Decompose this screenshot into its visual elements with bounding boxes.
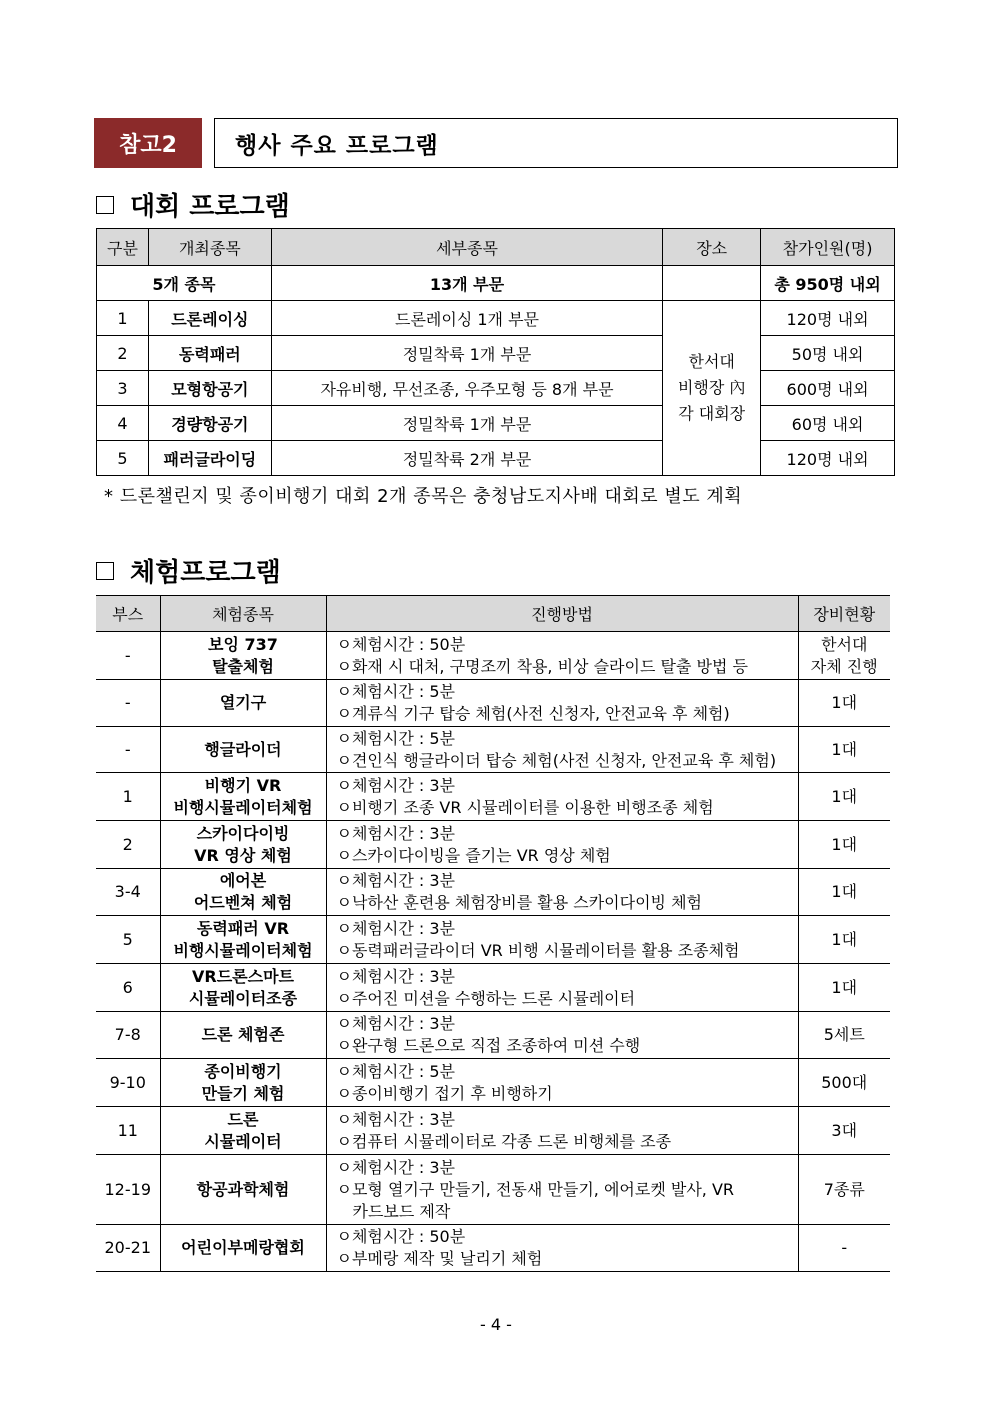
experience-name	[160, 1225, 326, 1272]
method-item	[337, 1131, 798, 1153]
bullet-icon: ㅇ	[336, 1179, 352, 1199]
method-text: 체험시간 : 50분	[351, 1227, 466, 1246]
experience-name	[160, 964, 326, 1012]
section-heading-experience	[96, 552, 281, 589]
method-item	[337, 892, 798, 914]
booth-number: 6	[96, 964, 160, 1012]
experience-name-line: VR드론스마트	[192, 966, 294, 986]
table-header-row	[97, 229, 895, 266]
bullet-icon: ㅇ	[336, 1249, 352, 1268]
table-row	[96, 727, 890, 773]
method-text: 낙하산 훈련용 체험장비를 활용 스카이다이빙 체험	[351, 893, 702, 912]
method-item	[337, 1109, 798, 1131]
booth-number: 20-21	[96, 1225, 160, 1272]
table-row	[96, 964, 890, 1012]
method-item	[337, 870, 798, 892]
method-item	[337, 1061, 798, 1083]
experience-name	[160, 869, 326, 916]
method-item	[337, 1083, 798, 1105]
booth-number: 7-8	[96, 1012, 160, 1059]
equipment-cell	[798, 869, 890, 916]
equipment-line: 한서대	[821, 634, 868, 654]
summary-detail: 13개 부문	[271, 266, 662, 301]
method-item	[337, 988, 798, 1010]
participants: 60명 내외	[761, 406, 895, 441]
venue-line: 각 대회장	[678, 404, 746, 423]
equipment-line: 500대	[821, 1072, 868, 1092]
bullet-icon: ㅇ	[336, 797, 352, 817]
table-row	[96, 1059, 890, 1107]
experience-name-line: 시뮬레이터조종	[188, 988, 298, 1008]
method-text: 체험시간 : 3분	[351, 823, 455, 843]
bullet-icon: ㅇ	[336, 775, 352, 795]
equipment-line: 3대	[831, 1120, 858, 1140]
section-heading-text: 대회 프로그램	[130, 192, 290, 222]
method-cell	[326, 632, 798, 680]
method-cell	[326, 821, 798, 869]
bullet-icon: ㅇ	[336, 1227, 352, 1246]
booth-number: 5	[96, 916, 160, 964]
participants: 600명 내외	[761, 371, 895, 406]
table-row	[96, 632, 890, 680]
method-item	[337, 823, 798, 845]
equipment-cell	[798, 773, 890, 821]
method-text: 체험시간 : 5분	[351, 1061, 455, 1081]
method-text: 체험시간 : 3분	[351, 918, 455, 938]
table-row	[96, 916, 890, 964]
column-header: 개최종목	[148, 229, 271, 266]
method-cell	[326, 869, 798, 916]
experience-name-line: 드론	[227, 1109, 259, 1129]
bullet-icon: ㅇ	[336, 893, 352, 912]
summary-total: 총 950명 내외	[761, 266, 895, 301]
column-header: 부스	[96, 596, 160, 632]
equipment-cell	[798, 632, 890, 680]
bullet-icon: ㅇ	[336, 634, 352, 654]
table-row	[97, 301, 895, 336]
method-text: 체험시간 : 50분	[351, 634, 466, 654]
summary-venue	[663, 266, 761, 301]
method-item	[337, 634, 798, 656]
participants: 120명 내외	[761, 301, 895, 336]
equipment-line: 7종류	[823, 1179, 865, 1199]
equipment-line: 1대	[831, 882, 858, 901]
method-item	[337, 845, 798, 867]
method-cell	[326, 680, 798, 727]
equipment-line: 1대	[831, 786, 858, 806]
method-item	[337, 1035, 798, 1057]
event-detail: 정밀착륙 1개 부문	[271, 336, 662, 371]
experience-name-line: 시뮬레이터	[204, 1131, 282, 1151]
checkbox-icon	[96, 196, 114, 214]
bullet-icon: ㅇ	[336, 1157, 352, 1177]
experience-name-line: 항공과학체험	[196, 1179, 290, 1199]
bullet-icon: ㅇ	[336, 1131, 352, 1151]
table-row	[96, 869, 890, 916]
table-row	[96, 821, 890, 869]
column-header: 세부종목	[271, 229, 662, 266]
event-detail: 정밀착륙 1개 부문	[271, 406, 662, 441]
experience-name	[160, 1107, 326, 1155]
equipment-cell	[798, 727, 890, 773]
method-item	[337, 681, 798, 703]
equipment-cell	[798, 1155, 890, 1225]
method-text: 주어진 미션을 수행하는 드론 시뮬레이터	[351, 988, 636, 1008]
method-cell	[326, 773, 798, 821]
method-item	[337, 966, 798, 988]
venue-line: 한서대	[688, 352, 735, 371]
method-text: 화재 시 대처, 구명조끼 착용, 비상 슬라이드 탈출 방법 등	[351, 656, 748, 676]
experience-name-line: 보잉 737	[208, 634, 278, 654]
booth-number: -	[96, 632, 160, 680]
table-row	[97, 441, 895, 476]
bullet-icon: ㅇ	[336, 871, 352, 890]
method-text: 체험시간 : 3분	[351, 775, 455, 795]
experience-name-line: 열기구	[219, 693, 267, 712]
experience-name-line: 드론 체험존	[201, 1025, 285, 1044]
experience-table	[96, 595, 890, 1272]
equipment-cell	[798, 964, 890, 1012]
method-cell	[326, 1155, 798, 1225]
method-text: 모형 열기구 만들기, 전동새 만들기, 에어로켓 발사, VR	[351, 1179, 735, 1199]
method-item	[337, 750, 798, 772]
row-number: 2	[97, 336, 149, 371]
section-heading-text: 체험프로그램	[130, 558, 281, 588]
participants: 50명 내외	[761, 336, 895, 371]
bullet-icon: ㅇ	[336, 966, 352, 986]
experience-name	[160, 821, 326, 869]
page-number: - 4 -	[480, 1315, 512, 1334]
experience-name-line: 어린이부메랑협회	[181, 1238, 305, 1257]
row-number: 3	[97, 371, 149, 406]
method-cell	[326, 916, 798, 964]
method-item	[337, 656, 798, 678]
bullet-icon: ㅇ	[336, 918, 352, 938]
row-number: 5	[97, 441, 149, 476]
booth-number: -	[96, 727, 160, 773]
booth-number: -	[96, 680, 160, 727]
bullet-icon: ㅇ	[336, 988, 352, 1008]
column-header: 체험종목	[160, 596, 326, 632]
method-cell	[326, 1225, 798, 1272]
event-name: 패러글라이딩	[148, 441, 271, 476]
method-cell	[326, 964, 798, 1012]
method-cell	[326, 1059, 798, 1107]
venue-cell	[663, 301, 761, 476]
booth-number: 1	[96, 773, 160, 821]
competition-note: * 드론챌린지 및 종이비행기 대회 2개 종목은 충청남도지사배 대회로 별도 계획	[104, 486, 743, 507]
experience-name-line: 비행시뮬레이터체험	[173, 940, 313, 960]
experience-name-line: 스카이다이빙	[196, 823, 290, 843]
bullet-icon: ㅇ	[336, 656, 352, 676]
method-text: 체험시간 : 3분	[351, 966, 455, 986]
experience-name	[160, 727, 326, 773]
event-detail: 자유비행, 무선조종, 우주모형 등 8개 부문	[271, 371, 662, 406]
equipment-line: 1대	[831, 977, 858, 997]
experience-name-line: 비행시뮬레이터체험	[173, 797, 313, 817]
experience-name-line: 비행기 VR	[204, 775, 282, 795]
booth-number: 11	[96, 1107, 160, 1155]
method-text: 컴퓨터 시뮬레이터로 각종 드론 비행체를 조종	[351, 1131, 672, 1151]
bullet-icon: ㅇ	[336, 704, 352, 723]
method-text: 체험시간 : 3분	[351, 871, 455, 890]
experience-name-line: 만들기 체험	[201, 1083, 285, 1103]
experience-name	[160, 632, 326, 680]
row-number: 4	[97, 406, 149, 441]
bullet-icon: ㅇ	[336, 823, 352, 843]
column-header: 참가인원(명)	[761, 229, 895, 266]
method-text: 스카이다이빙을 즐기는 VR 영상 체험	[351, 845, 611, 865]
experience-name	[160, 680, 326, 727]
competition-table	[96, 228, 895, 476]
experience-name-line: 탈출체험	[212, 656, 274, 676]
experience-name-line: VR 영상 체험	[194, 845, 292, 865]
method-item	[337, 775, 798, 797]
equipment-cell	[798, 821, 890, 869]
method-item	[337, 1248, 798, 1270]
experience-name	[160, 1012, 326, 1059]
experience-name-line: 에어본	[219, 871, 267, 890]
bullet-icon: ㅇ	[336, 1109, 352, 1129]
method-text: 동력패러글라이더 VR 비행 시뮬레이터를 활용 조종체험	[351, 940, 740, 960]
equipment-cell	[798, 1012, 890, 1059]
booth-number: 9-10	[96, 1059, 160, 1107]
method-item	[337, 1226, 798, 1248]
bullet-icon: ㅇ	[336, 728, 352, 748]
table-row	[96, 773, 890, 821]
column-header: 구분	[97, 229, 149, 266]
bullet-icon: ㅇ	[336, 1061, 352, 1081]
method-text: 부메랑 제작 및 날리기 체험	[351, 1249, 543, 1268]
method-text: 체험시간 : 3분	[351, 1109, 455, 1129]
table-row	[96, 680, 890, 727]
method-text: 체험시간 : 5분	[351, 682, 455, 701]
table-row	[96, 1012, 890, 1059]
table-row	[97, 371, 895, 406]
table-row	[96, 1155, 890, 1225]
equipment-cell	[798, 1225, 890, 1272]
experience-name	[160, 1155, 326, 1225]
method-text: 견인식 행글라이더 탑승 체험(사전 신청자, 안전교육 후 체험)	[351, 750, 777, 770]
method-item	[337, 940, 798, 962]
column-header: 장비현황	[798, 596, 890, 632]
experience-name	[160, 773, 326, 821]
booth-number: 12-19	[96, 1155, 160, 1225]
event-detail: 정밀착륙 2개 부문	[271, 441, 662, 476]
experience-name-line: 종이비행기	[204, 1061, 282, 1081]
event-name: 경량항공기	[148, 406, 271, 441]
event-name: 모형항공기	[148, 371, 271, 406]
bullet-icon: ㅇ	[336, 1014, 352, 1033]
summary-events: 5개 종목	[97, 266, 272, 301]
event-name: 드론레이싱	[148, 301, 271, 336]
column-header: 장소	[663, 229, 761, 266]
bullet-icon: ㅇ	[336, 940, 352, 960]
table-row	[97, 406, 895, 441]
table-row	[97, 336, 895, 371]
method-text: 완구형 드론으로 직접 조종하여 미션 수행	[351, 1036, 641, 1055]
page-title: 행사 주요 프로그램	[214, 118, 898, 168]
equipment-line: 1대	[831, 929, 858, 949]
venue-line: 비행장 內	[677, 378, 746, 397]
method-item	[337, 1179, 798, 1201]
equipment-cell	[798, 916, 890, 964]
equipment-line: 1대	[831, 834, 858, 854]
equipment-line: 자체 진행	[810, 656, 878, 676]
method-item	[337, 1157, 798, 1179]
equipment-cell	[798, 1059, 890, 1107]
method-text: 계류식 기구 탑승 체험(사전 신청자, 안전교육 후 체험)	[351, 704, 730, 723]
table-header-row	[96, 596, 890, 632]
method-item	[337, 728, 798, 750]
equipment-line: -	[841, 1238, 848, 1257]
equipment-line: 1대	[831, 739, 858, 759]
experience-name-line: 행글라이더	[204, 739, 282, 759]
bullet-icon: ㅇ	[336, 750, 352, 770]
bullet-icon: ㅇ	[336, 1083, 352, 1103]
participants: 120명 내외	[761, 441, 895, 476]
event-name: 동력패러	[148, 336, 271, 371]
checkbox-icon	[96, 562, 114, 580]
method-text: 종이비행기 접기 후 비행하기	[351, 1083, 553, 1103]
method-text: 체험시간 : 3분	[351, 1157, 455, 1177]
experience-name	[160, 1059, 326, 1107]
method-text: 체험시간 : 3분	[351, 1014, 455, 1033]
equipment-cell	[798, 1107, 890, 1155]
table-row	[96, 1107, 890, 1155]
equipment-line: 1대	[831, 693, 858, 712]
method-cell	[326, 1012, 798, 1059]
row-number: 1	[97, 301, 149, 336]
equipment-cell	[798, 680, 890, 727]
bullet-icon: ㅇ	[336, 1036, 352, 1055]
reference-label: 참고2	[94, 118, 202, 168]
method-text: 체험시간 : 5분	[351, 728, 455, 748]
experience-name-line: 어드벤쳐 체험	[193, 893, 293, 912]
method-text: 비행기 조종 VR 시뮬레이터를 이용한 비행조종 체험	[351, 797, 714, 817]
experience-name	[160, 916, 326, 964]
method-continuation: 카드보드 제작	[352, 1201, 451, 1221]
booth-number: 3-4	[96, 869, 160, 916]
method-cell	[326, 727, 798, 773]
booth-number: 2	[96, 821, 160, 869]
experience-name-line: 동력패러 VR	[196, 918, 290, 938]
table-row	[96, 1225, 890, 1272]
section-heading-competition	[96, 186, 290, 223]
bullet-icon: ㅇ	[336, 682, 352, 701]
event-detail: 드론레이싱 1개 부문	[271, 301, 662, 336]
method-item	[337, 918, 798, 940]
bullet-icon: ㅇ	[336, 845, 352, 865]
method-item	[337, 797, 798, 819]
summary-row	[97, 266, 895, 301]
method-item	[337, 703, 798, 725]
method-cell	[326, 1107, 798, 1155]
method-item	[337, 1013, 798, 1035]
equipment-line: 5세트	[823, 1025, 865, 1044]
column-header: 진행방법	[326, 596, 798, 632]
